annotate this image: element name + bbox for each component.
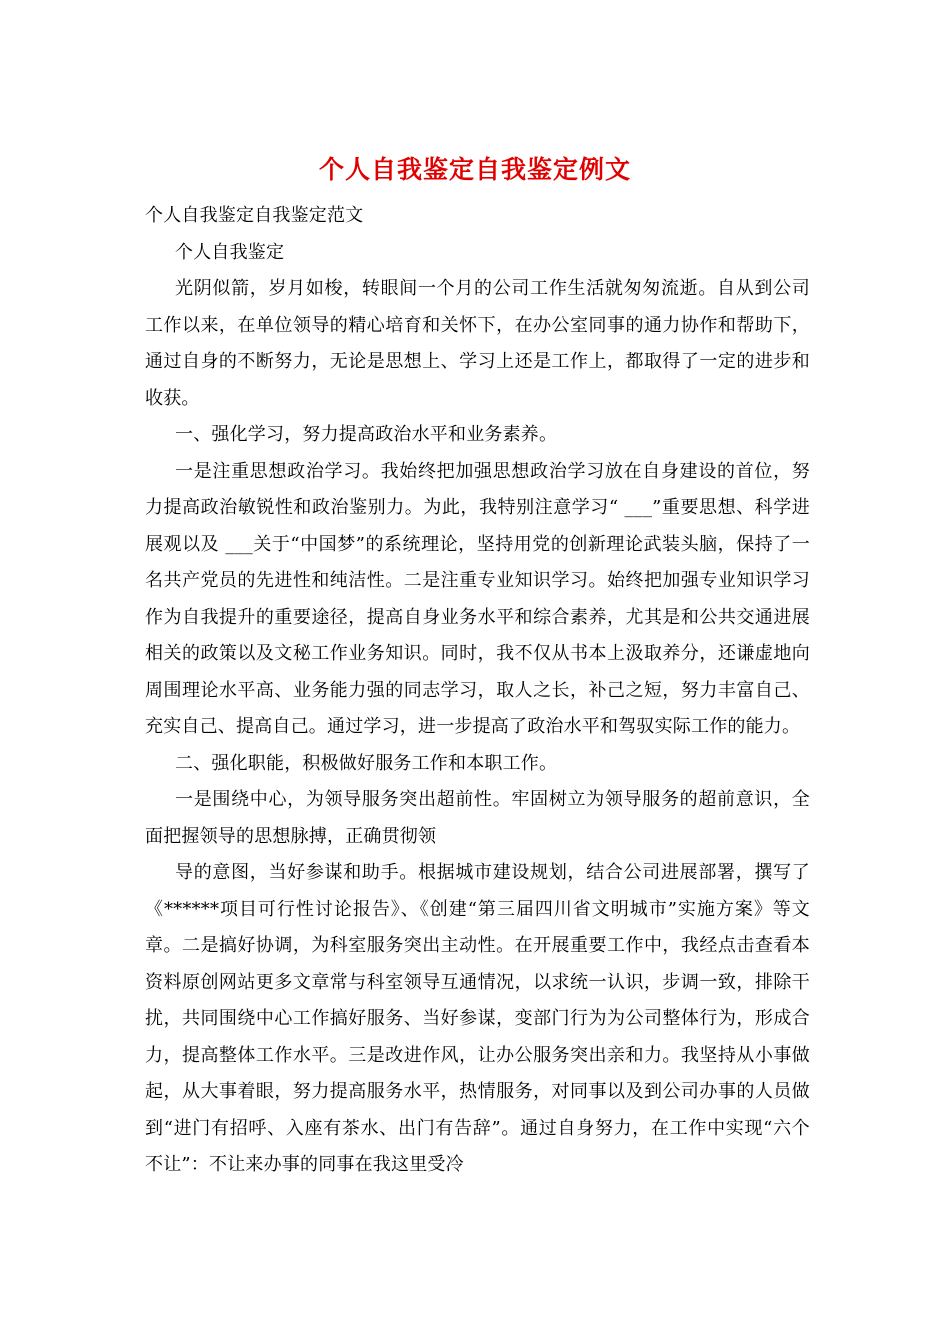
section-heading-2: 二、强化职能，积极做好服务工作和本职工作。: [175, 752, 558, 774]
paragraph-intro: 光阴似箭，岁月如梭，转眼间一个月的公司工作生活就匆匆流逝。自从到公司工作以来，在单位领导的精心培育和关怀下，在办公室同事的通力协作和帮助下，通过自身的不断努力，无论是思想上、学习上还是工作上，都取得了一定的进步和收获。: [145, 278, 810, 409]
document-title: 个人自我鉴定自我鉴定例文: [318, 155, 631, 184]
paragraph-service-1: 一是围绕中心，为领导服务突出超前性。牢固树立为领导服务的超前意识，全面把握领导的思想脉搏，正确贯彻领: [145, 789, 810, 847]
paragraph-study: 一是注重思想政治学习。我始终把加强思想政治学习放在自身建设的首位，努力提高政治敏锐性和政治鉴别力。为此，我特别注意学习“ ___”重要思想、科学进展观以及 ___关于“中国梦”的系统理论，坚持用党的创新理论武装头脑，保持了一名共产党员的先进性和纯洁性。二是注重专业知识学习。始终把加强专业知识学习作为自我提升的重要途径，提高自身业务水平和综合素养，尤其是和公共交通进展相关的政策以及文秘工作业务知识。同时，我不仅从书本上汲取养分，还谦虚地向周围理论水平高、业务能力强的同志学习，取人之长，补己之短，努力丰富自己、充实自己、提高自己。通过学习，进一步提高了政治水平和驾驭实际工作的能力。: [145, 460, 810, 737]
paragraph-heading: 个人自我鉴定: [175, 241, 285, 263]
section-heading-1: 一、强化学习，努力提高政治水平和业务素养。: [175, 424, 558, 445]
paragraph-subtitle: 个人自我鉴定自我鉴定范文: [145, 205, 364, 226]
document-body: [145, 198, 810, 1184]
paragraph-service-2: 导的意图，当好参谋和助手。根据城市建设规划，结合公司进展部署，撰写了《******项目可行性讨论报告》、《创建“第三届四川省文明城市”实施方案》等文章。二是搞好协调，为科室服务突出主动性。在开展重要工作中，我经点击查看本资料原创网站更多文章常与科室领导互通情况，以求统一认识，步调一致，排除干扰，共同围绕中心工作搞好服务、当好参谋，变部门行为为公司整体行为，形成合力，提高整体工作水平。三是改进作风，让办公服务突出亲和力。我坚持从小事做起，从大事着眼，努力提高服务水平，热情服务，对同事以及到公司办事的人员做到“进门有招呼、入座有茶水、出门有告辞”。通过自身努力，在工作中实现“六个不让”：不让来办事的同事在我这里受冷: [145, 862, 810, 1175]
